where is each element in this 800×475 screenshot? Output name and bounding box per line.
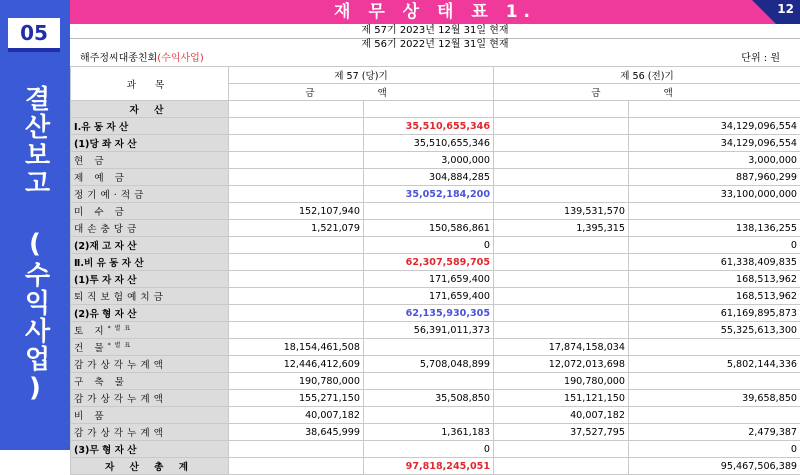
previous-sub-amount xyxy=(494,441,629,458)
table-row xyxy=(71,390,800,407)
table-row xyxy=(71,203,800,220)
current-sub-amount xyxy=(229,271,364,288)
account-label: (2)재 고 자 산 xyxy=(74,241,137,252)
table-row xyxy=(71,271,800,288)
current-amount: 171,659,400 xyxy=(364,271,494,288)
previous-amount: 61,169,895,873 xyxy=(629,305,800,322)
current-amount: 35,510,655,346 xyxy=(364,135,494,152)
previous-amount: 0 xyxy=(629,237,800,254)
account-name xyxy=(71,390,229,407)
previous-sub-amount: 1,395,315 xyxy=(494,220,629,237)
previous-sub-amount xyxy=(494,186,629,203)
current-amount xyxy=(364,339,494,356)
previous-amount xyxy=(629,407,800,424)
account-name xyxy=(71,305,229,322)
previous-amount: 138,136,255 xyxy=(629,220,800,237)
current-sub-amount xyxy=(229,322,364,339)
previous-sub-amount xyxy=(494,458,629,475)
previous-sub-amount xyxy=(494,118,629,135)
previous-sub-amount: 40,007,182 xyxy=(494,407,629,424)
previous-sub-amount: 190,780,000 xyxy=(494,373,629,390)
account-label: 비 품 xyxy=(74,411,108,422)
current-sub-amount: 152,107,940 xyxy=(229,203,364,220)
page-title: 재 무 상 태 표 1. xyxy=(70,0,800,24)
previous-amount: 34,129,096,554 xyxy=(629,135,800,152)
account-name xyxy=(71,220,229,237)
previous-amount: 168,513,962 xyxy=(629,271,800,288)
current-sub-amount: 12,446,412,609 xyxy=(229,356,364,373)
previous-amount: 0 xyxy=(629,441,800,458)
table-row xyxy=(71,305,800,322)
current-amount: 3,000,000 xyxy=(364,152,494,169)
current-amount: 62,307,589,705 xyxy=(364,254,494,271)
account-label: 현 금 xyxy=(74,156,108,167)
account-name xyxy=(71,322,229,339)
current-amount: 304,884,285 xyxy=(364,169,494,186)
header-previous: 제 56 (전)기 xyxy=(494,67,800,84)
current-amount: 97,818,245,051 xyxy=(364,458,494,475)
account-label: 자 산 xyxy=(130,105,170,116)
account-name xyxy=(71,118,229,135)
account-label: 토 지 xyxy=(74,326,108,337)
current-amount: 35,508,850 xyxy=(364,390,494,407)
account-label: Ⅱ.비 유 동 자 산 xyxy=(74,258,144,269)
account-name xyxy=(71,203,229,220)
account-name xyxy=(71,373,229,390)
current-sub-amount xyxy=(229,118,364,135)
account-label: (2)유 형 자 산 xyxy=(74,309,137,320)
previous-period: 제 56기 2022년 12월 31일 현재 xyxy=(70,38,800,52)
account-name xyxy=(71,458,229,475)
previous-amount: 2,479,387 xyxy=(629,424,800,441)
company-suffix: (수익사업) xyxy=(157,53,203,64)
current-amount: 35,052,184,200 xyxy=(364,186,494,203)
previous-amount: 61,338,409,835 xyxy=(629,254,800,271)
current-sub-amount xyxy=(229,254,364,271)
previous-amount: 887,960,299 xyxy=(629,169,800,186)
current-sub-amount xyxy=(229,186,364,203)
current-amount: 1,361,183 xyxy=(364,424,494,441)
previous-amount: 55,325,613,300 xyxy=(629,322,800,339)
account-name xyxy=(71,424,229,441)
table-row xyxy=(71,220,800,237)
current-amount: 62,135,930,305 xyxy=(364,305,494,322)
current-amount: 171,659,400 xyxy=(364,288,494,305)
account-name xyxy=(71,101,229,118)
table-row xyxy=(71,135,800,152)
previous-sub-amount: 12,072,013,698 xyxy=(494,356,629,373)
current-amount: 0 xyxy=(364,441,494,458)
current-period: 제 57기 2023년 12월 31일 현재 xyxy=(70,24,800,39)
previous-amount: 168,513,962 xyxy=(629,288,800,305)
current-amount xyxy=(364,373,494,390)
account-name xyxy=(71,237,229,254)
account-label: 정기예·적금 xyxy=(74,190,147,201)
previous-amount: 5,802,144,336 xyxy=(629,356,800,373)
current-amount: 150,586,861 xyxy=(364,220,494,237)
account-name xyxy=(71,186,229,203)
title-bar xyxy=(70,0,800,24)
table-row xyxy=(71,237,800,254)
account-label: (1)당 좌 자 산 xyxy=(74,139,137,150)
current-sub-amount: 38,645,999 xyxy=(229,424,364,441)
account-name xyxy=(71,339,229,356)
footnote-mark: *별표 xyxy=(108,325,135,332)
previous-sub-amount: 37,527,795 xyxy=(494,424,629,441)
previous-sub-amount xyxy=(494,135,629,152)
account-label: 제 예 금 xyxy=(74,173,128,184)
sidebar xyxy=(0,0,70,450)
table-row xyxy=(71,424,800,441)
table-row xyxy=(71,407,800,424)
current-sub-amount xyxy=(229,152,364,169)
previous-amount xyxy=(629,203,800,220)
account-name xyxy=(71,356,229,373)
current-sub-amount: 18,154,461,508 xyxy=(229,339,364,356)
account-name xyxy=(71,407,229,424)
table-row xyxy=(71,118,800,135)
table-row xyxy=(71,186,800,203)
account-label: 퇴직보험예치금 xyxy=(74,292,167,303)
account-label: 대손충당금 xyxy=(74,224,140,235)
previous-sub-amount xyxy=(494,288,629,305)
previous-sub-amount xyxy=(494,152,629,169)
current-sub-amount xyxy=(229,441,364,458)
table-row xyxy=(71,356,800,373)
current-amount xyxy=(364,203,494,220)
previous-sub-amount xyxy=(494,322,629,339)
current-sub-amount: 1,521,079 xyxy=(229,220,364,237)
balance-sheet-table xyxy=(70,66,800,475)
current-sub-amount xyxy=(229,169,364,186)
account-name xyxy=(71,152,229,169)
table-row xyxy=(71,169,800,186)
current-amount xyxy=(364,407,494,424)
footnote-mark: *별표 xyxy=(108,342,135,349)
previous-sub-amount: 151,121,150 xyxy=(494,390,629,407)
previous-amount xyxy=(629,373,800,390)
company-name xyxy=(80,52,204,66)
current-sub-amount xyxy=(229,458,364,475)
table-body xyxy=(71,101,800,475)
previous-sub-amount xyxy=(494,271,629,288)
unit-label: 단위 : 원 xyxy=(741,52,780,66)
current-sub-amount: 190,780,000 xyxy=(229,373,364,390)
previous-sub-amount xyxy=(494,254,629,271)
previous-amount: 95,467,506,389 xyxy=(629,458,800,475)
table-row xyxy=(71,441,800,458)
page-number: 12 xyxy=(777,2,794,16)
header-current-amount: 금 액 xyxy=(229,84,494,101)
current-sub-amount: 40,007,182 xyxy=(229,407,364,424)
section-number: 05 xyxy=(8,18,60,52)
current-amount xyxy=(364,101,494,118)
account-label: 미 수 금 xyxy=(74,207,128,218)
table-row xyxy=(71,152,800,169)
account-label: 감가상각누계액 xyxy=(74,394,167,405)
account-name xyxy=(71,288,229,305)
account-name xyxy=(71,254,229,271)
table-row xyxy=(71,288,800,305)
previous-amount: 33,100,000,000 xyxy=(629,186,800,203)
current-sub-amount xyxy=(229,288,364,305)
previous-sub-amount xyxy=(494,101,629,118)
account-label: (1)투 자 자 산 xyxy=(74,275,137,286)
account-name xyxy=(71,441,229,458)
current-amount: 0 xyxy=(364,237,494,254)
current-amount: 5,708,048,899 xyxy=(364,356,494,373)
header-current: 제 57 (당)기 xyxy=(229,67,494,84)
previous-amount xyxy=(629,339,800,356)
table-row xyxy=(71,322,800,339)
current-sub-amount xyxy=(229,135,364,152)
account-name xyxy=(71,271,229,288)
header-previous-amount: 금 액 xyxy=(494,84,800,101)
current-sub-amount xyxy=(229,101,364,118)
section-title: 결산보고 (수익사업) xyxy=(0,85,70,405)
previous-sub-amount xyxy=(494,169,629,186)
account-label: (3)무 형 자 산 xyxy=(74,445,137,456)
previous-amount: 34,129,096,554 xyxy=(629,118,800,135)
table-row xyxy=(71,101,800,118)
current-sub-amount xyxy=(229,237,364,254)
company-name-text: 해주정씨대종친회 xyxy=(80,53,157,64)
account-label: 구 축 물 xyxy=(74,377,128,388)
account-name xyxy=(71,169,229,186)
previous-amount xyxy=(629,101,800,118)
previous-sub-amount xyxy=(494,305,629,322)
previous-sub-amount: 139,531,570 xyxy=(494,203,629,220)
account-label: 감가상각누계액 xyxy=(74,428,167,439)
account-label: 감가상각누계액 xyxy=(74,360,167,371)
current-amount: 35,510,655,346 xyxy=(364,118,494,135)
previous-sub-amount: 17,874,158,034 xyxy=(494,339,629,356)
previous-amount: 3,000,000 xyxy=(629,152,800,169)
table-row xyxy=(71,373,800,390)
account-label: 자 산 총 계 xyxy=(105,462,194,473)
current-amount: 56,391,011,373 xyxy=(364,322,494,339)
account-name xyxy=(71,135,229,152)
current-sub-amount: 155,271,150 xyxy=(229,390,364,407)
previous-amount: 39,658,850 xyxy=(629,390,800,407)
table-row xyxy=(71,339,800,356)
account-label: 건 물 xyxy=(74,343,108,354)
previous-sub-amount xyxy=(494,237,629,254)
header-account: 과 목 xyxy=(71,67,229,101)
account-label: Ⅰ.유 동 자 산 xyxy=(74,122,128,133)
table-row xyxy=(71,254,800,271)
current-sub-amount xyxy=(229,305,364,322)
table-row xyxy=(71,458,800,475)
